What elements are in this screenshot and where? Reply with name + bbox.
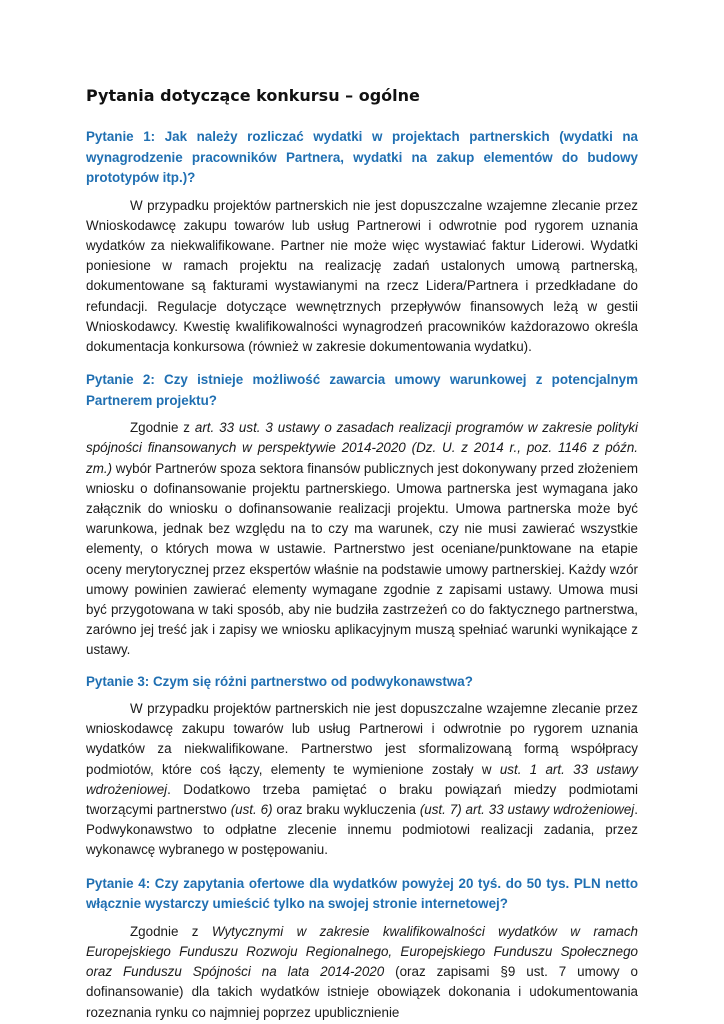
law-reference: (ust. 6) [230, 802, 273, 818]
law-reference: (ust. 7) art. 33 ustawy wdrożeniowej [419, 802, 635, 818]
question-1-answer: W przypadku projektów partnerskich nie jest dopuszczalne wzajemne zlecanie przez Wnioskodawcę zakupu towarów lub usług Partnerowi i odwrotnie pod rygorem uznania wydatków za niekwalifikowane. Partner nie może więc wystawiać faktur Liderowi. Wydatki poniesione w ramach projektu na realizację zadań ustalonych umową partnerską, dokumentowane są fakturami wystawianymi na rzecz Lidera/Partnera i przedkładane do refundacji. Regulacje dotyczące wewnętrznych przepływów finansowych leżą w gestii Wnioskodawcy. Kwestię kwalifikowalności wynagrodzeń pracowników każdorazowo określa dokumentacja konkursowa (również w zakresie dokumentowania wydatku). [86, 197, 638, 354]
document-content [86, 127, 638, 1023]
question-2-answer: Zgodnie z art. 33 ust. 3 ustawy o zasadach realizacji programów w zakresie polityki spójności finansowanych w perspektywie 2014-2020 (Dz. U. z 2014 r., poz. 1146 z późn. zm.) wybór Partnerów spoza sektora finansów publicznych jest dokonywany przed złożeniem wniosku o dofinansowanie projektu partnerskiego. Umowa partnerska jest wymagana jako załącznik do wniosku o dofinansowanie realizacji projektu. Umowa partnerska może być warunkowa, jednak bez względu na to czy ma warunek, czy nie musi zawierać wszystkie elementy, o których mowa w ustawie. Partnerstwo jest oceniane/punktowane na etapie oceny merytorycznej przez ekspertów właśnie na podstawie umowy partnerskiej. Każdy wzór umowy powinien zawierać elementy wymagane zgodnie z zapisami ustawy. Umowa musi być przygotowana w taki sposób, aby nie budziła zastrzeżeń co do faktycznego partnerstwa, zarówno jej treść jak i zapisy we wniosku aplikacyjnym muszą spełniać warunki wynikające z ustawy. [86, 420, 638, 658]
question-4-heading: Pytanie 4: Czy zapytania ofertowe dla wydatków powyżej 20 tyś. do 50 tys. PLN netto włącznie wystarczy umieścić tylko na swojej stronie internetowej? [86, 875, 638, 912]
law-reference: art. 33 ust. 3 ustawy o zasadach realizacji programów w zakresie polityki spójności finansowanych w perspektywie 2014-2020 (Dz. U. z 2014 r., poz. 1146 z późn. zm.) [86, 420, 638, 476]
question-4-answer: Zgodnie z Wytycznymi w zakresie kwalifikowalności wydatków w ramach Europejskiego Funduszu Rozwoju Regionalnego, Europejskiego Funduszu Społecznego oraz Funduszu Spójności na lata 2014-2020 (oraz zapisami §9 ust. 7 umowy o dofinansowanie) dla takich wydatków istnieje obowiązek dokonania i udokumentowania rozeznania rynku co najmniej poprzez upublicznienie [86, 923, 638, 1020]
question-3-heading: Pytanie 3: Czym się różni partnerstwo od podwykonawstwa? [86, 673, 473, 689]
question-4 [86, 874, 638, 1023]
guidelines-reference: Wytycznymi w zakresie kwalifikowalności wydatków w ramach Europejskiego Funduszu Rozwoju Regionalnego, Europejskiego Funduszu Społecznego oraz Funduszu Spójności na lata 2014-2020 [86, 923, 638, 980]
law-reference: ust. 1 art. 33 ustawy wdrożeniowej [86, 761, 638, 797]
question-3 [86, 672, 638, 861]
question-1-heading: Pytanie 1: Jak należy rozliczać wydatki w projektach partnerskich (wydatki na wynagrodzenie pracowników Partnera, wydatki na zakup elementów do budowy prototypów itp.)? [86, 129, 638, 185]
page-title: Pytania dotyczące konkursu – ogólne [86, 86, 420, 105]
question-2 [86, 370, 638, 660]
question-3-answer: W przypadku projektów partnerskich nie jest dopuszczalne wzajemne zlecanie przez wnioskodawcę zakupu towarów lub usług Partnerowi i odwrotnie po rygorem uznania wydatków za niekwalifikowane. Partnerstwo jest sformalizowaną formą współpracy podmiotów, które coś łączy, elementy te wymienione zostały w ust. 1 art. 33 ustawy wdrożeniowej. Dodatkowo trzeba pamiętać o braku powiązań miedzy podmiotami tworzącymi partnerstwo (ust. 6) oraz braku wykluczenia (ust. 7) art. 33 ustawy wdrożeniowej. Podwykonawstwo to odpłatne zlecenie innemu podmiotowi realizacji zadania, przez wykonawcę wybranego w postępowaniu. [86, 701, 638, 858]
question-1 [86, 127, 638, 357]
question-2-heading: Pytanie 2: Czy istnieje możliwość zawarcia umowy warunkowej z potencjalnym Partnerem projektu? [86, 372, 638, 408]
